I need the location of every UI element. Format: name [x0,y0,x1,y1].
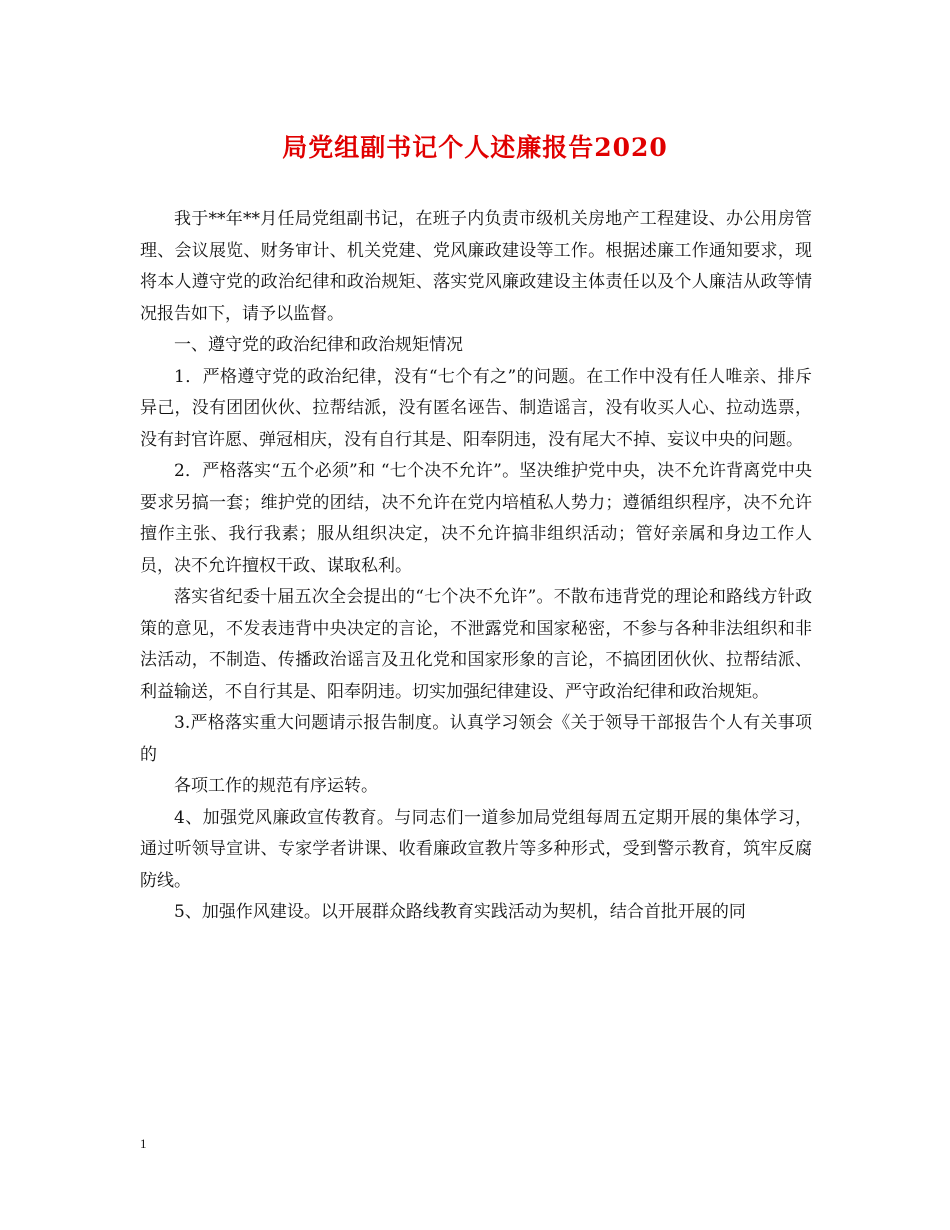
document-body [140,204,812,929]
paragraph-item-4: 4、加强党风廉政宣传教育。与同志们一道参加局党组每周五定期开展的集体学习，通过听领导宣讲、专家学者讲课、收看廉政宣教片等多种形式，受到警示教育，筑牢反腐防线。 [140,807,812,891]
paragraph-item-1: 1．严格遵守党的政治纪律，没有“七个有之”的问题。在工作中没有任人唯亲、排斥异己，没有团团伙伙、拉帮结派，没有匿名诬告、制造谣言，没有收买人心、拉动选票，没有封官许愿、弹冠相庆，没有自行其是、阳奉阴违，没有尾大不掉、妄议中央的问题。 [140,366,812,450]
paragraph-provincial-rules: 落实省纪委十届五次全会提出的“七个决不允许”。不散布违背党的理论和路线方针政策的意见，不发表违背中央决定的言论，不泄露党和国家秘密，不参与各种非法组织和非法活动，不制造、传播政治谣言及丑化党和国家形象的言论，不搞团团伙伙、拉帮结派、利益输送，不自行其是、阳奉阴违。切实加强纪律建设、严守政治纪律和政治规矩。 [140,587,812,702]
paragraph-item-2: 2．严格落实“五个必须”和 “七个决不允许”。坚决维护党中央，决不允许背离党中央要求另搞一套；维护党的团结，决不允许在党内培植私人势力；遵循组织程序，决不允许擅作主张、我行我素；服从组织决定，决不允许搞非组织活动；管好亲属和身边工作人员，决不允许擅权干政、谋取私利。 [140,461,812,576]
document-title: 局党组副书记个人述廉报告2020 [282,133,668,162]
paragraph-item-5: 5、加强作风建设。以开展群众路线教育实践活动为契机，结合首批开展的同 [174,902,746,922]
section-heading-1: 一、遵守党的政治纪律和政治规矩情况 [174,335,463,355]
paragraph-item-3: 3.严格落实重大问题请示报告制度。认真学习领会《关于领导干部报告个人有关事项的 [140,713,812,765]
paragraph-fragment: 各项工作的规范有序运转。 [174,776,378,796]
paragraph-intro: 我于**年**月任局党组副书记，在班子内负责市级机关房地产工程建设、办公用房管理、会议展览、财务审计、机关党建、党风廉政建设等工作。根据述廉工作通知要求，现将本人遵守党的政治纪律和政治规矩、落实党风廉政建设主体责任以及个人廉洁从政等情况报告如下，请予以监督。 [140,209,812,324]
page-number: 1 [140,1136,147,1151]
